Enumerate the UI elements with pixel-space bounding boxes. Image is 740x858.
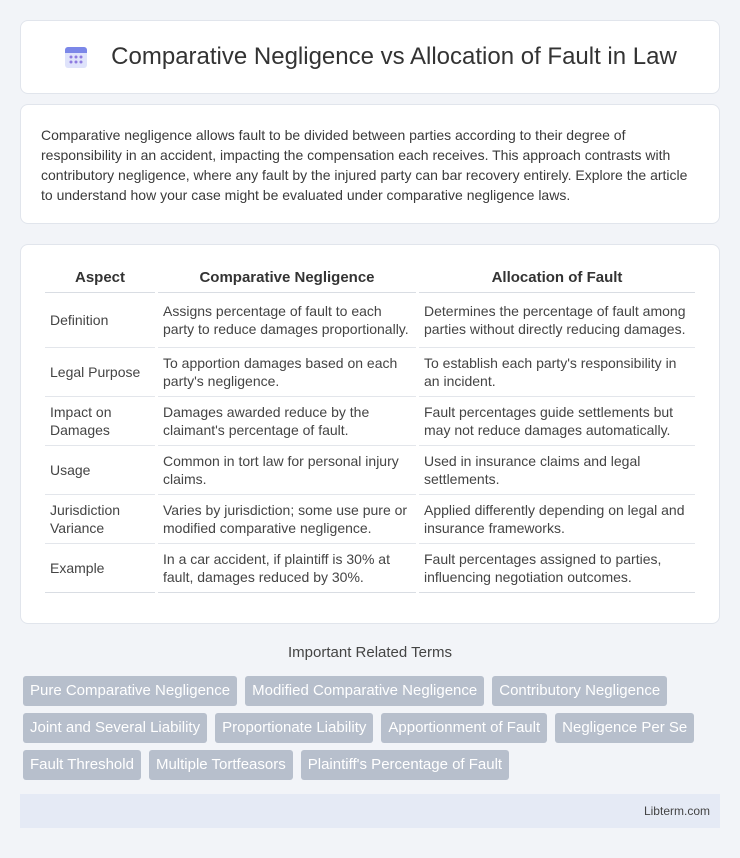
header-allocation-of-fault: Allocation of Fault [419, 263, 695, 293]
row-comparative: Varies by jurisdiction; some use pure or modified comparative negligence. [158, 495, 416, 544]
intro-card [20, 104, 720, 224]
footer [20, 794, 720, 828]
row-aspect: Legal Purpose [45, 348, 155, 397]
header-comparative-negligence: Comparative Negligence [158, 263, 416, 293]
row-allocation: Fault percentages assigned to parties, influencing negotiation outcomes. [419, 544, 695, 593]
row-aspect: Example [45, 544, 155, 593]
comparison-table-card [20, 244, 720, 624]
comparison-table [42, 263, 698, 593]
related-terms-title: Important Related Terms [288, 644, 452, 661]
row-allocation: Determines the percentage of fault among parties without directly reducing damages. [419, 293, 695, 348]
tag-multiple-tortfeasors[interactable]: Multiple Tortfeasors [149, 750, 293, 780]
table-row [45, 446, 695, 495]
row-allocation: Fault percentages guide settlements but may not reduce damages automatically. [419, 397, 695, 446]
page-title: Comparative Negligence vs Allocation of Fault in Law [111, 43, 677, 70]
intro-text: Comparative negligence allows fault to be divided between parties according to their degree of responsibility in an accident, impacting the compensation each receives. This approach contrasts with contributory negligence, where any fault by the injured party can bar recovery entirely. Explore the article to understand how your case might be evaluated under comparative negligence laws. [41, 127, 688, 203]
calendar-grid-icon [63, 44, 89, 70]
table-row [45, 397, 695, 446]
header-card [20, 20, 720, 94]
row-comparative: To apportion damages based on each party's negligence. [158, 348, 416, 397]
tag-proportionate-liability[interactable]: Proportionate Liability [215, 713, 373, 743]
tag-fault-threshold[interactable]: Fault Threshold [23, 750, 141, 780]
table-row [45, 544, 695, 593]
row-aspect: Usage [45, 446, 155, 495]
tag-modified-comparative-negligence[interactable]: Modified Comparative Negligence [245, 676, 484, 706]
row-comparative: Common in tort law for personal injury claims. [158, 446, 416, 495]
row-aspect: Impact on Damages [45, 397, 155, 446]
row-aspect: Jurisdiction Variance [45, 495, 155, 544]
header-aspect: Aspect [45, 263, 155, 293]
tag-contributory-negligence[interactable]: Contributory Negligence [492, 676, 667, 706]
table-row [45, 348, 695, 397]
row-comparative: In a car accident, if plaintiff is 30% at fault, damages reduced by 30%. [158, 544, 416, 593]
row-allocation: Used in insurance claims and legal settlements. [419, 446, 695, 495]
row-comparative: Assigns percentage of fault to each party to reduce damages proportionally. [158, 293, 416, 348]
row-comparative: Damages awarded reduce by the claimant's percentage of fault. [158, 397, 416, 446]
row-allocation: Applied differently depending on legal and insurance frameworks. [419, 495, 695, 544]
tag-joint-and-several-liability[interactable]: Joint and Several Liability [23, 713, 207, 743]
footer-site-link[interactable]: Libterm.com [643, 804, 710, 818]
table-row [45, 293, 695, 348]
related-terms-tags [23, 676, 723, 780]
row-aspect: Definition [45, 293, 155, 348]
table-header-row [45, 263, 695, 293]
tag-apportionment-of-fault[interactable]: Apportionment of Fault [381, 713, 547, 743]
tag-plaintiffs-percentage-of-fault[interactable]: Plaintiff's Percentage of Fault [301, 750, 509, 780]
row-allocation: To establish each party's responsibility in an incident. [419, 348, 695, 397]
tag-negligence-per-se[interactable]: Negligence Per Se [555, 713, 694, 743]
table-row [45, 495, 695, 544]
tag-pure-comparative-negligence[interactable]: Pure Comparative Negligence [23, 676, 237, 706]
